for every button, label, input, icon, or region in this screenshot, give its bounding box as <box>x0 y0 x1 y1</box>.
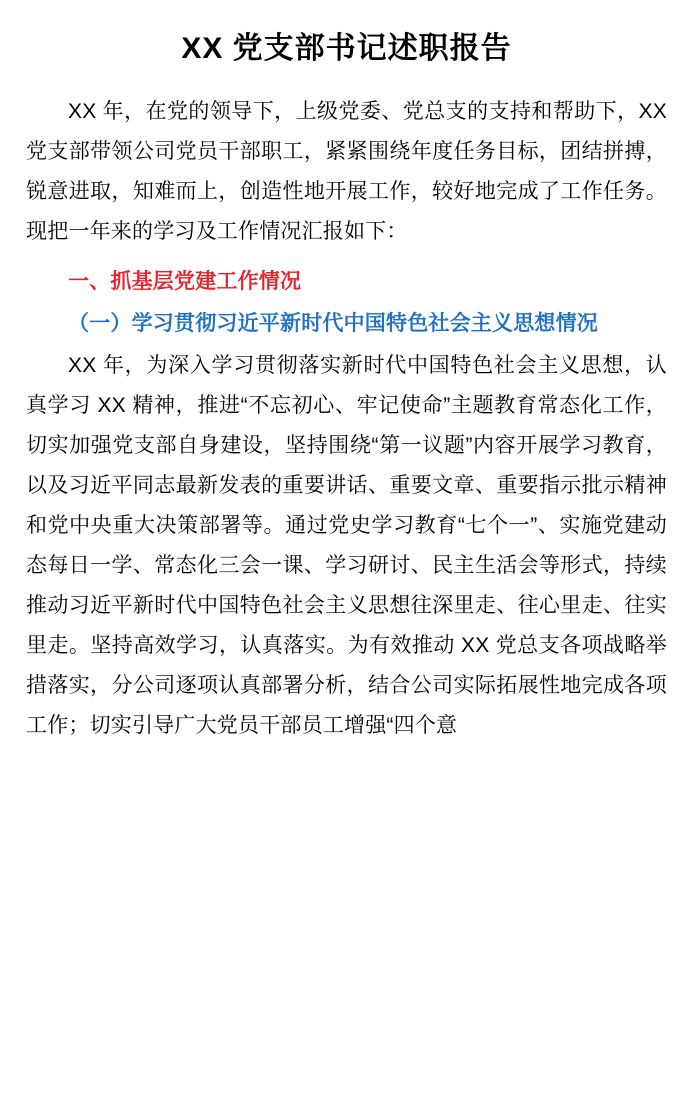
page-title: XX 党支部书记述职报告 <box>181 32 512 65</box>
paragraph-body-one: XX 年，为深入学习贯彻落实新时代中国特色社会主义思想，认真学习 XX 精神，推进“不忘初心、牢记使命”主题教育常态化工作，切实加强党支部自身建设，坚持围绕“第一议题”内容开展学习教育，以及习近平同志最新发表的重要讲话、重要文章、重要指示批示精神和党中央重大决策部署等。通过党史学习教育“七个一”、实施党建动态每日一学、常态化三会一课、学习研讨、民主生活会等形式，持续推动习近平新时代中国特色社会主义思想往深里走、往心里走、往实里走。坚持高效学习，认真落实。为有效推动 XX 党总支各项战略举措落实，分公司逐项认真部署分析，结合公司实际拓展性地完成各项工作；切实引导广大党员干部员工增强“四个意 <box>26 354 667 737</box>
section-heading-one: 一、抓基层党建工作情况 <box>68 270 302 293</box>
paragraph-intro: XX 年，在党的领导下，上级党委、党总支的支持和帮助下，XX 党支部带领公司党员干部职工，紧紧围绕年度任务目标，团结拼搏，锐意进取，知难而上，创造性地开展工作，较好地完成了工作任务。现把一年来的学习及工作情况汇报如下： <box>26 100 668 243</box>
subsection-heading-one-a: （一）学习贯彻习近平新时代中国特色社会主义思想情况 <box>68 312 598 335</box>
